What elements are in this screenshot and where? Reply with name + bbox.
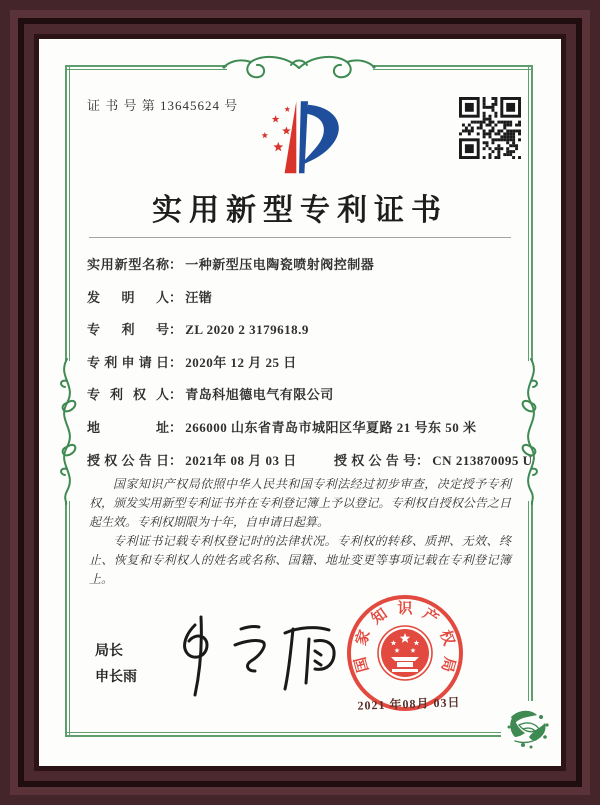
field-value: 青岛科旭德电气有限公司 [185,387,334,403]
field-list [87,249,533,477]
field-label: 发明人 [87,289,169,305]
field-row-address: 地址： 266000 山东省青岛市城阳区华夏路 21 号东 50 米 [87,412,515,445]
field-row-grant [87,445,533,478]
field-label: 专利号 [87,322,169,338]
svg-text:产: 产 [419,606,441,628]
svg-text:识: 识 [397,601,413,617]
field-label: 实用新型名称 [87,257,169,272]
svg-text:国: 国 [352,655,373,674]
field-grant-date: 授权公告日： 2021年 08 月 03 日 [87,453,300,468]
field-value: 汪锴 [185,289,213,305]
field-value: 2021年 08 月 03 日 [185,452,297,468]
green-border-top-left-segment [65,65,227,70]
certificate-number: 证 书 号 第 13645624 号 [87,98,239,113]
certificate-paper [39,39,561,766]
title-divider [89,237,511,238]
left-flourish-ornament [47,357,85,505]
field-row-name: 实用新型名称： 一种新型压电陶瓷喷射阀控制器 [87,249,515,282]
field-value: CN 213870095 U [432,452,533,468]
field-row-patentee: 专利权人： 青岛科旭德电气有限公司 [87,379,515,412]
green-border-top-right-segment [373,65,533,70]
director-title: 局长 [95,642,123,658]
field-label: 授权公告日 [87,452,169,468]
right-flourish-ornament [513,357,551,505]
green-border-left-bottom-segment [65,501,70,737]
body-paragraph: 国家知识产权局依照中华人民共和国专利法经过初步审查，决定授予专利权，颁发实用新型专利证书并在专利登记簿上予以登记。专利权自授权公告之日起生效。专利权期限为十年，自申请日起算。 [89,477,511,529]
green-border-bottom-segment [65,732,501,737]
svg-text:权: 权 [436,628,457,648]
director-block [95,637,137,689]
seal-date: 2021 年08月 03日 [357,695,461,713]
director-signature [157,611,357,701]
field-label: 地址 [87,419,169,435]
corner-floral-ornament [501,703,553,755]
svg-text:知: 知 [369,606,391,628]
certificate-title: 实用新型专利证书 [152,194,448,227]
field-label: 专利权人 [87,387,169,403]
field-value: 2020年 12 月 25 日 [185,354,297,370]
field-value: 266000 山东省青岛市城阳区华夏路 21 号东 50 米 [185,419,477,435]
body-paragraph: 专利证书记载专利权登记时的法律状况。专利权的转移、质押、无效、终止、恢复和专利权人的姓名或名称、国籍、地址变更等事项记载在专利登记簿上。 [89,534,511,586]
field-label: 专利申请日 [87,354,169,370]
qr-code [459,97,521,159]
field-row-inventor: 发明人： 汪锴 [87,282,515,315]
field-value: ZL 2020 2 3179618.9 [185,322,309,338]
green-border-right-bottom-segment [528,501,533,701]
field-row-filing-date: 专利申请日： 2020年 12 月 25 日 [87,347,515,380]
director-name: 申长雨 [95,668,137,684]
legal-text [89,475,511,589]
field-label: 授权公告号 [334,452,417,468]
svg-text:局: 局 [437,655,458,674]
svg-text:家: 家 [353,628,374,648]
top-flourish-ornament [221,51,377,85]
field-row-patent-no: 专利号： ZL 2020 2 3179618.9 [87,314,515,347]
cnipa-patent-logo-icon [245,93,353,185]
field-value: 一种新型压电陶瓷喷射阀控制器 [185,257,375,272]
field-grant-no: 授权公告号： CN 213870095 U [334,445,532,478]
